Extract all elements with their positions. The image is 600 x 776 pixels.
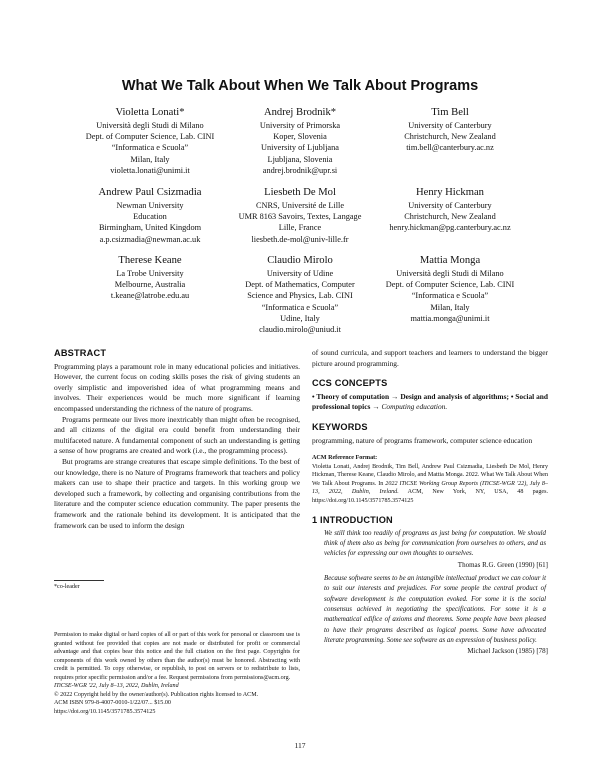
abstract-paragraph: Programming plays a paramount role in many educational policies and initiatives. However, the current focus on coding skills poses the risk of giving students an overly simplistic and impoverished idea of what programming means and involves. Their experiences would be much more significant if learning encompassed understanding the richness of the nature of programs. [54, 361, 300, 413]
paper-title: What We Talk About When We Talk About Programs [121, 78, 479, 94]
introduction-heading: 1 INTRODUCTION [312, 515, 393, 526]
ccs-concept-detail: → Design and analysis of algorithms; [391, 391, 509, 401]
author-block [355, 106, 545, 154]
author-affiliation: Newman University [116, 201, 184, 210]
author-name: Andrew Paul Csizmadia [98, 187, 202, 198]
author-location: Udine, Italy [280, 313, 320, 323]
author-affiliation: University of Primorska [259, 121, 341, 130]
author-location: Milan, Italy [130, 154, 170, 164]
permission-text: Permission to make digital or hard copies of all or part of this work for personal or classroom use is granted without fee provided that copies are not made or distributed for profit or commercial advantage and that copies bear this notice and the full citation on the first page. Copyrights for components of this work owned by others than the author(s) must be honored. Abstracting with credit is permitted. To copy otherwise, or republish, to post on servers or to redistribute to lists, requires prior specific permission and/or a fee. Request permissions from permissions@acm.org. [54, 632, 300, 681]
author-email: a.p.csizmadia@newman.ac.uk [99, 234, 201, 244]
footnote: *co-leader [54, 584, 80, 590]
author-email: andrej.brodnik@upr.si [262, 165, 338, 175]
author-affiliation: University of Canterbury [408, 121, 492, 130]
author-affiliation: La Trobe University [116, 269, 184, 278]
author-location: Ljubljana, Slovenia [267, 154, 333, 164]
right-column [312, 348, 548, 661]
page-number: 117 [294, 741, 306, 750]
author-affiliation: Università degli Studi di Milano [96, 121, 204, 130]
reference-doi: ACM, New York, NY, USA, 48 pages. https://doi.org/10.1145/3571785.3574125 [312, 489, 549, 504]
copyright-line: © 2022 Copyright held by the owner/author(s). Publication rights licensed to ACM. [54, 691, 259, 698]
author-email: t.keane@latrobe.edu.au [110, 291, 190, 301]
author-affiliation: CNRS, Université de Lille [255, 201, 345, 210]
epigraph-quote: We still think too readily of programs as just being for computation. We should think of them also as being for communication from ourselves to others, and as vehicles for expressing our own thoughts to ourselves. [324, 529, 546, 558]
keywords-heading: KEYWORDS [312, 421, 368, 432]
isbn-line: ACM ISBN 979-8-4007-0010-1/22/07... $15.00 [54, 700, 171, 706]
abstract-paragraph: Programs permeate our lives more inextricably than might often be recognised, and all citizens of the digital era could benefit from understanding their multifaceted nature. A fundamental component of such an understanding is getting a sense of how programs are created and work (i.e., the programming process). [54, 414, 300, 456]
author-location: Lille, France [278, 223, 322, 233]
author-affiliation: Dept. of Mathematics, Computer [245, 280, 355, 290]
author-location: Christchurch, New Zealand [404, 212, 496, 222]
ccs-heading: CCS CONCEPTS [312, 378, 388, 389]
author-affiliation: “Informatica e Scuola” [261, 302, 339, 312]
abstract-continuation: of sound curricula, and support teachers and learners to understand the bigger picture around programming. [312, 348, 548, 368]
keywords-text: programming, nature of programs framework, computer science education [312, 435, 533, 445]
author-name: Liesbeth De Mol [264, 187, 336, 198]
permission-notice [54, 631, 300, 716]
author-name: Henry Hickman [416, 187, 484, 198]
abstract-section [54, 348, 300, 531]
author-name: Claudio Mirolo [267, 255, 333, 266]
author-affiliation: UMR 8163 Savoirs, Textes, Langage [238, 212, 362, 222]
epigraph-attribution: Thomas R.G. Green (1990) [61] [457, 560, 548, 569]
author-name: Violetta Lonati* [115, 107, 185, 118]
author-name: Mattia Monga [419, 255, 481, 266]
venue-line: ITiCSE-WGR '22, July 8–13, 2022, Dublin, Ireland [54, 683, 179, 689]
footnote-rule [54, 580, 104, 581]
abstract-paragraph: But programs are strange creatures that escape simple definitions. To the best of our knowledge, there is no Nature of Programs framework that teachers and policy makers can use to shape their practice and targets. In this working group we developed such a framework, by collecting and organising contributions from the literature and the computer science education community. The paper presents the framework and the rationale behind its development. It is anticipated that the framework can be used to inform the design [54, 456, 300, 530]
author-affiliation: University of Canterbury [408, 201, 492, 210]
author-email: liesbeth.de-mol@univ-lille.fr [251, 234, 349, 244]
author-email: henry.hickman@pg.canterbury.ac.nz [389, 223, 511, 233]
author-name: Therese Keane [118, 255, 182, 266]
author-email: violetta.lonati@unimi.it [110, 165, 190, 175]
author-location: Christchurch, New Zealand [404, 132, 496, 142]
ccs-concept: • Social and professional topics [312, 391, 549, 412]
reference-format [312, 454, 548, 505]
author-affiliation: Science and Physics, Lab. CINI [247, 291, 353, 301]
ccs-concepts [312, 392, 548, 413]
epigraph-attribution: Michael Jackson (1985) [78] [467, 647, 548, 656]
author-affiliation: University of Udine [266, 269, 334, 278]
author-email: claudio.mirolo@uniud.it [259, 325, 341, 335]
author-affiliation: University of Ljubljana [261, 143, 339, 153]
author-affiliation: Education [133, 212, 167, 222]
author-location: Koper, Slovenia [273, 132, 327, 142]
author-affiliation: Dept. of Computer Science, Lab. CINI [385, 280, 515, 290]
author-affiliation: “Informatica e Scuola” [111, 143, 189, 153]
author-name: Andrej Brodnik* [263, 107, 337, 118]
author-block [355, 254, 545, 324]
doi-link[interactable]: https://doi.org/10.1145/3571785.3574125 [54, 708, 156, 715]
author-name: Tim Bell [431, 107, 469, 118]
reference-heading: ACM Reference Format: [312, 455, 378, 462]
author-location: Birmingham, United Kingdom [98, 223, 202, 233]
reference-text: Violetta Lonati, Andrej Brodnik, Tim Bell, Andrew Paul Csizmadia, Liesbeth De Mol, Henry Hickman, Therese Keane, Claudio Mirolo, and Mattia Monga. 2022. What We Talk About When We Talk About Programs. In [312, 463, 548, 487]
ccs-concept: • Theory of computation [312, 391, 390, 401]
ccs-concept-detail: → Computing education. [372, 402, 448, 412]
author-affiliation: Dept. of Computer Science, Lab. CINI [85, 132, 215, 142]
author-location: Melbourne, Australia [114, 280, 186, 290]
author-affiliation: “Informatica e Scuola” [411, 291, 489, 301]
abstract-heading: ABSTRACT [54, 348, 107, 358]
author-affiliation: Università degli Studi di Milano [396, 269, 504, 278]
reference-venue: 2022 ITiCSE Working Group Reports (ITiCSE-WGR '22), July 8–13, 2022, Dublin, Ireland. [312, 480, 548, 496]
author-location: Milan, Italy [430, 302, 470, 312]
author-email: tim.bell@canterbury.ac.nz [406, 143, 494, 153]
author-block [355, 186, 545, 234]
epigraph-quote: Because software seems to be an intangible intellectual product we can colour it to suit our interests and prejudices. For some people the central product of software development is the computation evoked. For some it is the social consensus achieved in negotiating the specifications. For some it is a mathematical edifice of axioms and theorems. Some people have been pleased to have their programs described as logical poems. Some have advocated literate programming. Some see software as an expression of business policy. [324, 575, 546, 644]
author-email: mattia.monga@unimi.it [410, 313, 490, 323]
